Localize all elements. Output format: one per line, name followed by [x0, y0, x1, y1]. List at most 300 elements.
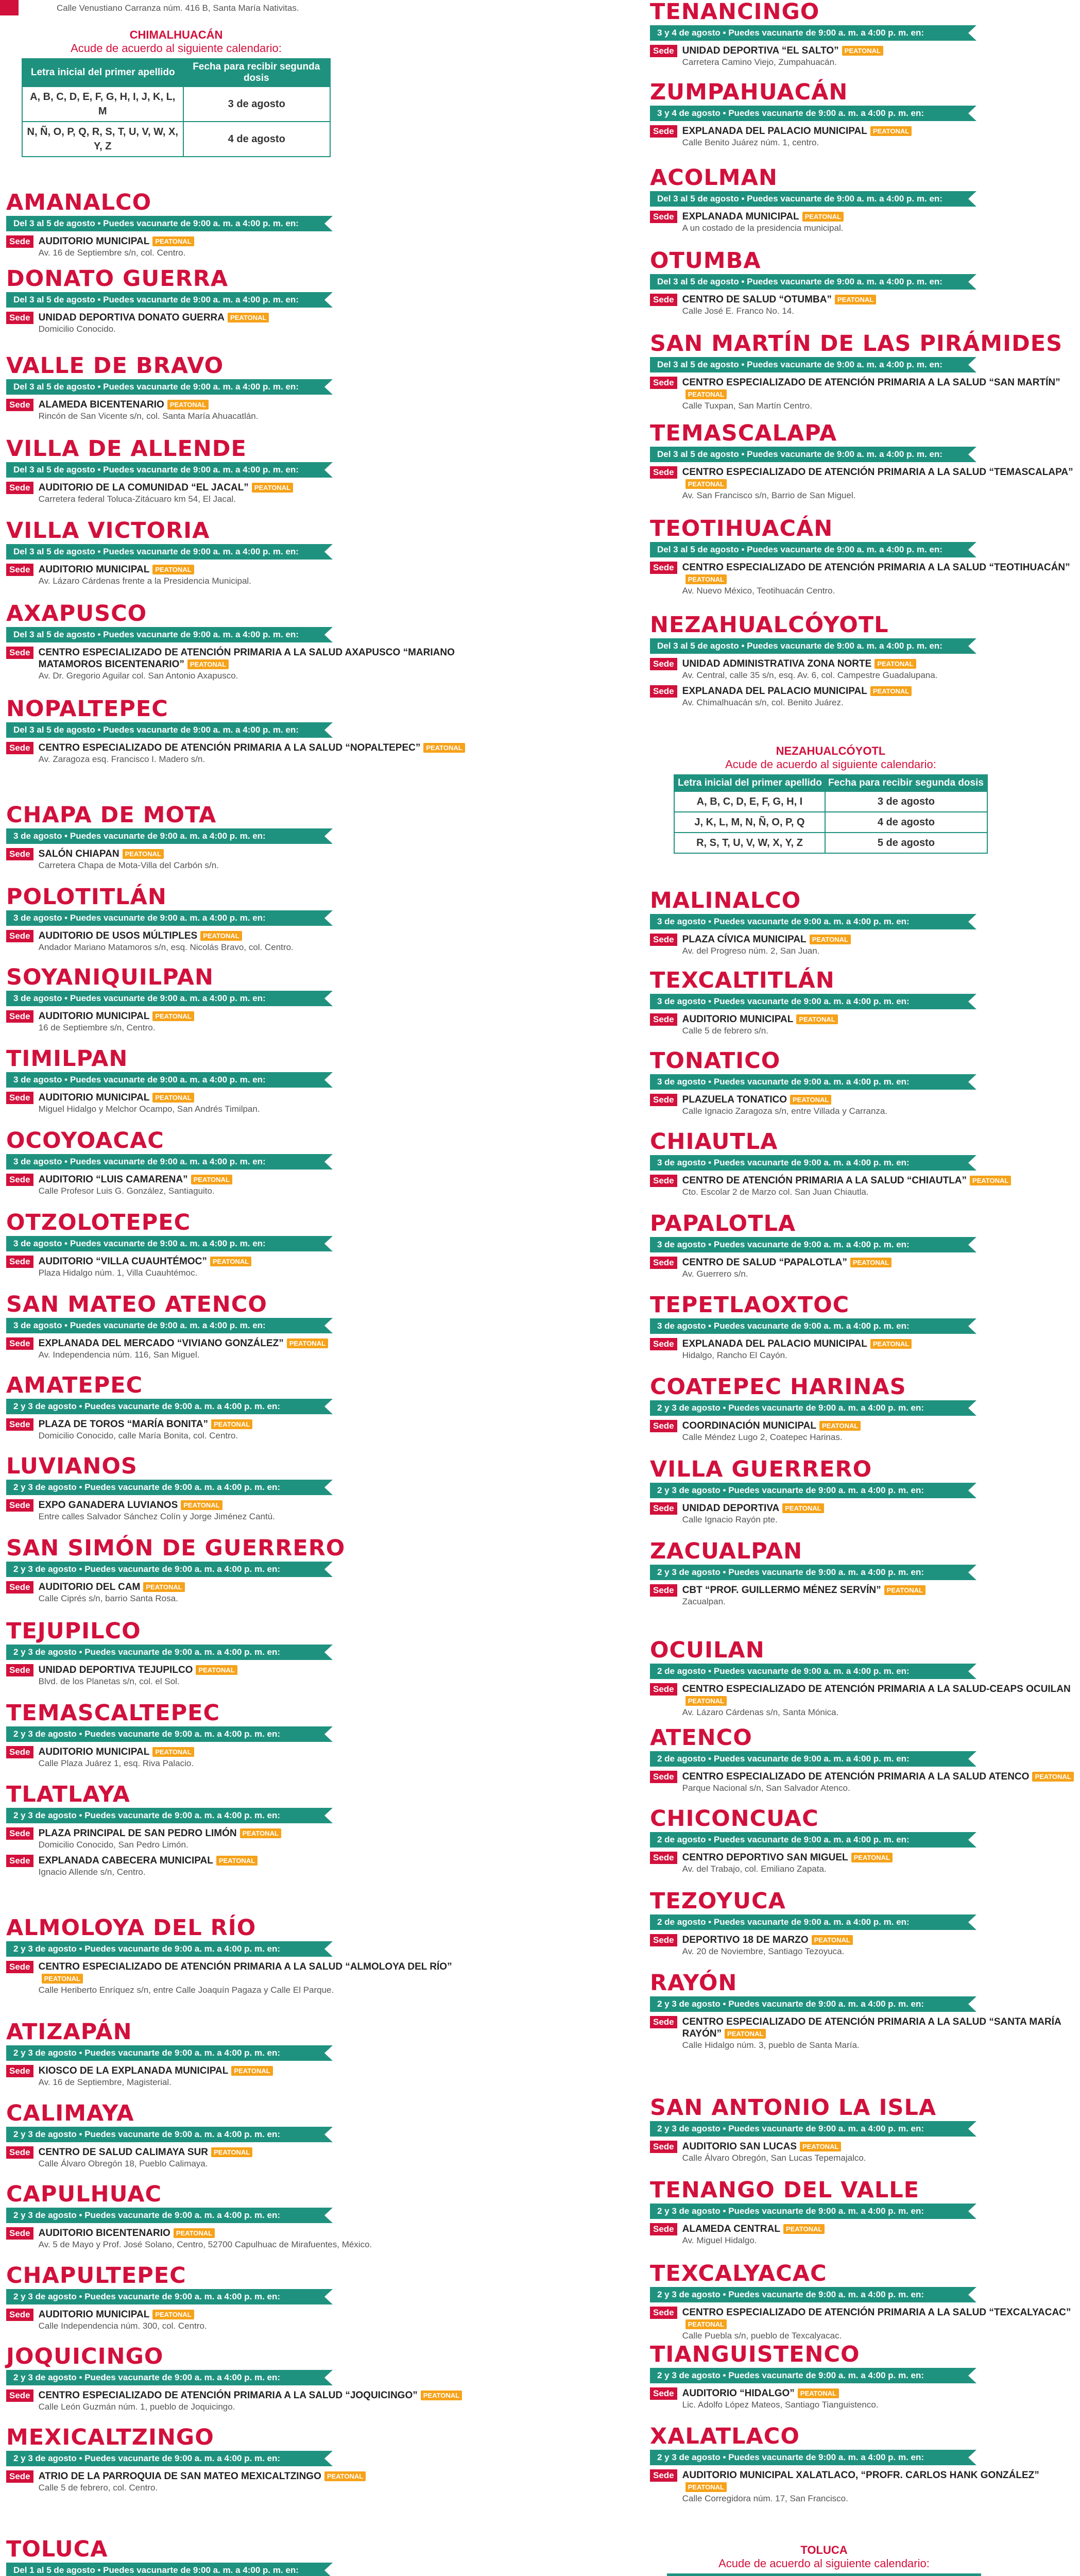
- venue: [39, 2470, 470, 2482]
- municipality-block-malinalco: [650, 889, 1077, 957]
- municipality-block-papalotla: [650, 1212, 1077, 1280]
- venue-name: UNIDAD ADMINISTRATIVA ZONA NORTE: [682, 658, 872, 669]
- sede-label: Sede: [650, 1175, 677, 1187]
- venue-name: AUDITORIO MUNICIPAL: [38, 564, 150, 575]
- sede-row: [650, 562, 1077, 597]
- venue: [39, 1174, 470, 1185]
- sede-label: Sede: [650, 1013, 677, 1026]
- venue: [682, 658, 1077, 670]
- municipality-name: TEXCALTITLÁN: [650, 968, 835, 993]
- sede-body: [39, 1092, 470, 1115]
- sede-label: Sede: [650, 1420, 677, 1432]
- peatonal-badge: PEATONAL: [152, 1093, 194, 1103]
- sede-row: [650, 2016, 1077, 2051]
- peatonal-badge: PEATONAL: [231, 2066, 272, 2076]
- calendar-header: Letra inicial del primer apellido: [674, 775, 825, 791]
- venue-address: Av. Lázaro Cárdenas s/n, Santa Mónica.: [682, 1707, 839, 1717]
- municipality-block-luvianos: [6, 1454, 470, 1522]
- peatonal-badge: PEATONAL: [143, 1582, 184, 1592]
- peatonal-badge: PEATONAL: [123, 849, 164, 859]
- municipality-block-tenancingo: [650, 0, 1077, 68]
- sede-row: [650, 1584, 1077, 1607]
- schedule-bar: 2 y 3 de agosto • Puedes vacunarte de 9:00 a. m. a 4:00 p. m. en:: [650, 2121, 976, 2137]
- municipality-name: RAYÓN: [650, 1970, 738, 1996]
- municipality-block-ocuilan: [650, 1638, 1077, 1718]
- municipality-name: AMATEPEC: [6, 1372, 143, 1398]
- municipality-block-chapultepec: [6, 2264, 470, 2332]
- peatonal-badge: PEATONAL: [211, 1419, 252, 1429]
- peatonal-badge: PEATONAL: [725, 2029, 766, 2039]
- municipality-block-zumpahuacan: [650, 80, 1077, 148]
- venue-address: Hidalgo, Rancho El Cayón.: [682, 1350, 787, 1360]
- venue-address: Av. 16 de Septiembre, Magisterial.: [38, 2077, 172, 2087]
- venue-name: EXPLANADA CABECERA MUNICIPAL: [38, 1855, 213, 1866]
- municipality-name: SAN ANTONIO LA ISLA: [650, 2095, 937, 2121]
- municipality-name: OTUMBA: [650, 248, 761, 274]
- sede-label: Sede: [650, 1683, 677, 1696]
- schedule-bar: 2 y 3 de agosto • Puedes vacunarte de 9:00 a. m. a 4:00 p. m. en:: [6, 1480, 333, 1495]
- venue: [682, 1175, 1077, 1187]
- municipality-name: AMANALCO: [6, 190, 152, 215]
- sede-label: Sede: [6, 1418, 33, 1431]
- peatonal-badge: PEATONAL: [216, 1856, 258, 1866]
- venue: [682, 2223, 1077, 2235]
- sede-row: [6, 742, 470, 765]
- sede-label: Sede: [6, 1092, 33, 1104]
- sede-body: [682, 2223, 1077, 2246]
- venue-address: Ignacio Allende s/n, Centro.: [38, 1867, 146, 1877]
- sede-row: [650, 2141, 1077, 2164]
- schedule-bar: 2 y 3 de agosto • Puedes vacunarte de 9:00 a. m. a 4:00 p. m. en:: [6, 1645, 333, 1660]
- sede-label: Sede: [650, 1257, 677, 1269]
- schedule-bar: 3 de agosto • Puedes vacunarte de 9:00 a. m. a 4:00 p. m. en:: [6, 1154, 333, 1170]
- venue-address: Calle 5 de febrero s/n.: [682, 1026, 768, 1036]
- schedule-bar: Del 3 al 5 de agosto • Puedes vacunarte de 9:00 a. m. a 4:00 p. m. en:: [6, 292, 333, 308]
- schedule-bar: Del 3 al 5 de agosto • Puedes vacunarte de 9:00 a. m. a 4:00 p. m. en:: [650, 638, 976, 654]
- sede-body: [39, 647, 470, 682]
- date-cell: 3 de agosto: [183, 87, 331, 122]
- venue-name: KIOSCO DE LA EXPLANADA MUNICIPAL: [38, 2065, 229, 2076]
- municipality-block-san-mateo-atenco: [6, 1293, 470, 1361]
- venue-address: Av. Guerrero s/n.: [682, 1269, 748, 1279]
- municipality-block-tenango-del-valle: [650, 2178, 1077, 2246]
- venue-address: Parque Nacional s/n, San Salvador Atenco.: [682, 1783, 850, 1793]
- venue-address: Lic. Adolfo López Mateos, Santiago Tianguistenco.: [682, 2400, 879, 2410]
- schedule-bar: 3 de agosto • Puedes vacunarte de 9:00 a. m. a 4:00 p. m. en:: [6, 910, 333, 926]
- municipality-block-zacualpan: [650, 1539, 1077, 1607]
- venue-address: Av. Chimalhuacán s/n, col. Benito Juárez.: [682, 698, 844, 707]
- venue-address: Av. San Francisco s/n, Barrio de San Miguel.: [682, 490, 856, 500]
- peatonal-badge: PEATONAL: [200, 931, 242, 941]
- venue-address: A un costado de la presidencia municipal.: [682, 223, 844, 233]
- sede-label: Sede: [650, 1934, 677, 1946]
- venue-address: Cto. Escolar 2 de Marzo col. San Juan Chiautla.: [682, 1187, 869, 1197]
- municipality-name: OTZOLOTEPEC: [6, 1210, 191, 1235]
- sede-label: Sede: [650, 2223, 677, 2235]
- venue: [39, 647, 470, 670]
- sede-row: [6, 2227, 470, 2250]
- venue-address: Calle Álvaro Obregón 18, Pueblo Calimaya.: [38, 2159, 208, 2168]
- municipality-block-villa-victoria: [6, 519, 470, 587]
- sede-label: Sede: [650, 125, 677, 138]
- municipality-name: CHAPULTEPEC: [6, 2263, 186, 2289]
- sede-body: [39, 2309, 470, 2332]
- venue-address: Calle Plaza Juárez 1, esq. Riva Palacio.: [38, 1758, 194, 1768]
- venue-name: AUDITORIO MUNICIPAL: [38, 2309, 150, 2320]
- sede-row: [650, 2223, 1077, 2246]
- calendar-header: [818, 2574, 981, 2576]
- calendar-toluca: [667, 2544, 981, 2576]
- venue-name: CENTRO ESPECIALIZADO DE ATENCIÓN PRIMARIA A LA SALUD “NOPALTEPEC”: [38, 742, 421, 753]
- schedule-bar: 2 y 3 de agosto • Puedes vacunarte de 9:00 a. m. a 4:00 p. m. en:: [6, 1941, 333, 1957]
- sede-body: [682, 1934, 1077, 1957]
- sede-label: Sede: [650, 211, 677, 223]
- peatonal-badge: PEATONAL: [819, 1421, 861, 1431]
- sede-label: Sede: [6, 1010, 33, 1023]
- municipality-block-rayon: [650, 1971, 1077, 2051]
- peatonal-badge: PEATONAL: [685, 2482, 727, 2492]
- sede-body: [39, 1256, 470, 1279]
- peatonal-badge: PEATONAL: [174, 2228, 215, 2238]
- municipality-name: CHAPA DE MOTA: [6, 802, 217, 828]
- peatonal-badge: PEATONAL: [851, 1853, 893, 1862]
- venue: [39, 2309, 470, 2320]
- venue-name: AUDITORIO “VILLA CUAUHTÉMOC”: [38, 1256, 207, 1267]
- venue-address: Calle Profesor Luis G. González, Santiaguito.: [38, 1186, 215, 1196]
- peatonal-badge: PEATONAL: [210, 1257, 251, 1266]
- venue-address: Calle Puebla s/n, pueblo de Texcalyacac.: [682, 2331, 842, 2341]
- venue-name: DEPORTIVO 18 DE MARZO: [682, 1935, 809, 1945]
- venue: [39, 848, 470, 860]
- sede-label: Sede: [6, 848, 33, 860]
- municipality-name: ACOLMAN: [650, 165, 778, 191]
- schedule-bar: 2 de agosto • Puedes vacunarte de 9:00 a. m. a 4:00 p. m. en:: [650, 1914, 976, 1930]
- municipality-block-tejupilco: [6, 1619, 470, 1687]
- peatonal-badge: PEATONAL: [790, 1095, 831, 1105]
- peatonal-badge: PEATONAL: [810, 935, 851, 944]
- calendar-row: [674, 791, 987, 812]
- venue-address: Calle Tuxpan, San Martín Centro.: [682, 401, 812, 411]
- sede-body: [682, 466, 1077, 501]
- letters-cell: R, S, T, U, V, W, X, Y, Z: [674, 833, 825, 853]
- sede-body: [39, 1961, 470, 1996]
- venue-address: Av. 16 de Septiembre s/n, col. Centro.: [38, 248, 186, 258]
- schedule-bar: 2 y 3 de agosto • Puedes vacunarte de 9:00 a. m. a 4:00 p. m. en:: [6, 2289, 333, 2304]
- sede-row: [6, 1961, 470, 1996]
- schedule-bar: 2 de agosto • Puedes vacunarte de 9:00 a. m. a 4:00 p. m. en:: [650, 1832, 976, 1848]
- sede-row: [6, 1827, 470, 1851]
- sede-label: Sede: [6, 1174, 33, 1186]
- peatonal-badge: PEATONAL: [152, 1011, 194, 1021]
- municipality-name: VILLA GUERRERO: [650, 1456, 872, 1482]
- venue: [682, 1420, 1077, 1432]
- sede-label: Sede: [6, 1581, 33, 1594]
- sede-label: Sede: [6, 2389, 33, 2402]
- venue: [682, 1502, 1077, 1514]
- venue-address: Calle Méndez Lugo 2, Coatepec Harinas.: [682, 1432, 843, 1442]
- peatonal-badge: PEATONAL: [812, 1935, 853, 1945]
- venue: [682, 2016, 1077, 2040]
- venue-name: UNIDAD DEPORTIVA DONATO GUERRA: [38, 312, 225, 323]
- venue: [39, 1499, 470, 1511]
- schedule-bar: 2 y 3 de agosto • Puedes vacunarte de 9:00 a. m. a 4:00 p. m. en:: [6, 1808, 333, 1823]
- venue: [682, 1771, 1077, 1783]
- peatonal-badge: PEATONAL: [167, 400, 209, 410]
- venue-name: AUDITORIO MUNICIPAL: [38, 1747, 150, 1757]
- venue: [682, 1584, 1077, 1596]
- venue-address: Av. Independencia núm. 116, San Miguel.: [38, 1350, 200, 1360]
- venue-address: Blvd. de los Planetas s/n, col. el Sol.: [38, 1676, 180, 1686]
- calendar-row: [674, 833, 987, 853]
- sede-body: [682, 685, 1077, 708]
- peatonal-badge: PEATONAL: [782, 1503, 824, 1513]
- sede-body: [39, 1827, 470, 1851]
- venue: [39, 1092, 470, 1104]
- venue-address: Domicilio Conocido, San Pedro Limón.: [38, 1840, 188, 1850]
- venue-name: AUDITORIO BICENTENARIO: [38, 2228, 170, 2239]
- sede-label: Sede: [6, 1337, 33, 1350]
- venue-name: AUDITORIO MUNICIPAL XALATLACO, “PROFR. CARLOS HANK GONZÁLEZ”: [682, 2470, 1039, 2481]
- municipality-block-tezoyuca: [650, 1889, 1077, 1957]
- sede-row: [6, 1256, 470, 1279]
- municipality-block-amatepec: [6, 1374, 470, 1442]
- venue-name: EXPLANADA DEL PALACIO MUNICIPAL: [682, 126, 867, 137]
- municipality-block-tlatlaya: [6, 1783, 470, 1878]
- venue-name: PLAZA CÍVICA MUNICIPAL: [682, 934, 807, 945]
- venue: [682, 1852, 1077, 1863]
- sede-label: Sede: [650, 562, 677, 574]
- calendar-chimalhuacan: [22, 28, 331, 157]
- venue-address: Calle 5 de febrero, col. Centro.: [38, 2483, 158, 2493]
- venue: [682, 294, 1077, 306]
- sede-label: Sede: [650, 466, 677, 479]
- municipality-name: AXAPUSCO: [6, 601, 147, 626]
- venue: [682, 125, 1077, 137]
- venue-name: COORDINACIÓN MUNICIPAL: [682, 1420, 816, 1431]
- venue-name: CENTRO ESPECIALIZADO DE ATENCIÓN PRIMARIA A LA SALUD AXAPUSCO “MARIANO MATAMOROS BICENTENARIO”: [38, 647, 455, 670]
- sede-row: [650, 685, 1077, 708]
- municipality-name: CALIMAYA: [6, 2100, 134, 2126]
- sede-body: [39, 482, 470, 505]
- peatonal-badge: PEATONAL: [191, 1175, 232, 1184]
- venue-name: CENTRO ESPECIALIZADO DE ATENCIÓN PRIMARIA A LA SALUD “TEXCALYACAC”: [682, 2307, 1071, 2318]
- municipality-name: SAN SIMÓN DE GUERRERO: [6, 1535, 346, 1561]
- sede-label: Sede: [650, 2016, 677, 2028]
- peatonal-badge: PEATONAL: [835, 295, 876, 304]
- venue-address: Carretera Chapa de Mota-Villa del Carbón s/n.: [38, 860, 219, 870]
- sede-body: [39, 2389, 470, 2413]
- sede-row: [6, 930, 470, 953]
- sede-row: [6, 1855, 470, 1878]
- sede-body: [39, 2065, 470, 2088]
- venue-address: Calle Hidalgo núm. 3, pueblo de Santa María.: [682, 2040, 860, 2050]
- venue-name: ATRIO DE LA PARROQUIA DE SAN MATEO MEXICALTZINGO: [38, 2471, 321, 2482]
- sede-label: Sede: [6, 1664, 33, 1676]
- municipality-block-villa-de-allende: [6, 437, 470, 505]
- sede-row: [650, 125, 1077, 148]
- municipality-block-texcaltitlan: [650, 969, 1077, 1037]
- letters-cell: A, B, C, D, E, F, G, H, I: [674, 791, 825, 812]
- venue: [682, 1257, 1077, 1268]
- municipality-block-xalatlaco: [650, 2425, 1077, 2504]
- venue-name: PLAZA DE TOROS “MARÍA BONITA”: [38, 1419, 208, 1430]
- peatonal-badge: PEATONAL: [211, 2147, 252, 2157]
- venue-name: CENTRO ESPECIALIZADO DE ATENCIÓN PRIMARIA A LA SALUD “TEMASCALAPA”: [682, 467, 1073, 478]
- sede-body: [39, 1010, 470, 1033]
- venue-name: EXPLANADA DEL PALACIO MUNICIPAL: [682, 686, 867, 697]
- venue-name: AUDITORIO “HIDALGO”: [682, 2388, 795, 2399]
- venue-address: Calle Álvaro Obregón, San Lucas Tepemajalco.: [682, 2153, 866, 2163]
- venue-name: CENTRO ESPECIALIZADO DE ATENCIÓN PRIMARIA A LA SALUD “JOQUICINGO”: [38, 2390, 418, 2401]
- peatonal-badge: PEATONAL: [42, 1974, 83, 1984]
- venue: [39, 1961, 470, 1985]
- calendar-table: [667, 2573, 981, 2576]
- sede-body: [39, 399, 470, 422]
- sede-label: Sede: [650, 294, 677, 306]
- schedule-bar: 2 y 3 de agosto • Puedes vacunarte de 9:00 a. m. a 4:00 p. m. en:: [6, 1726, 333, 1742]
- venue-address: Calle Ciprés s/n, barrio Santa Rosa.: [38, 1594, 178, 1603]
- peatonal-badge: PEATONAL: [802, 212, 844, 222]
- sede-body: [682, 294, 1077, 317]
- sede-row: [6, 2470, 470, 2494]
- municipality-block-nopaltepec: [6, 697, 470, 765]
- date-cell: 4 de agosto: [825, 812, 987, 833]
- venue: [39, 2065, 470, 2077]
- venue: [39, 312, 470, 324]
- venue-address: Av. Nuevo México, Teotihuacán Centro.: [682, 586, 835, 596]
- schedule-bar: 3 de agosto • Puedes vacunarte de 9:00 a. m. a 4:00 p. m. en:: [650, 1074, 976, 1090]
- sede-label: Sede: [6, 2227, 33, 2240]
- venue-address: Calle Benito Juárez núm. 1, centro.: [682, 138, 819, 147]
- municipality-block-almoloya-del-rio: [6, 1916, 470, 1996]
- calendar-table: [22, 58, 331, 157]
- schedule-bar: 2 y 3 de agosto • Puedes vacunarte de 9:00 a. m. a 4:00 p. m. en:: [6, 2045, 333, 2061]
- venue: [39, 1746, 470, 1758]
- municipality-block-atenco: [650, 1726, 1077, 1794]
- peatonal-badge: PEATONAL: [870, 1339, 912, 1349]
- sede-body: [682, 211, 1077, 234]
- municipality-name: TEXCALYACAC: [650, 2261, 827, 2286]
- venue-name: UNIDAD DEPORTIVA TEJUPILCO: [38, 1665, 193, 1675]
- schedule-bar: 3 de agosto • Puedes vacunarte de 9:00 a. m. a 4:00 p. m. en:: [650, 1318, 976, 1334]
- municipality-block-tonatico: [650, 1049, 1077, 1117]
- venue-address: Av. Lázaro Cárdenas frente a la Presidencia Municipal.: [38, 576, 251, 586]
- schedule-bar: 2 y 3 de agosto • Puedes vacunarte de 9:00 a. m. a 4:00 p. m. en:: [650, 2287, 976, 2302]
- calendar-nezahualcoyotl: [674, 744, 988, 854]
- peatonal-badge: PEATONAL: [324, 2471, 366, 2481]
- schedule-bar: 2 y 3 de agosto • Puedes vacunarte de 9:00 a. m. a 4:00 p. m. en:: [650, 2450, 976, 2465]
- municipality-block-atizapan: [6, 2020, 470, 2088]
- municipality-block-ocoyoacac: [6, 1129, 470, 1197]
- sede-row: [6, 848, 470, 871]
- venue-address: Carretera Camino Viejo, Zumpahuacán.: [682, 57, 837, 67]
- sede-body: [682, 125, 1077, 148]
- municipality-block-timilpan: [6, 1047, 470, 1115]
- municipality-name: TONATICO: [650, 1048, 781, 1074]
- schedule-bar: 2 y 3 de agosto • Puedes vacunarte de 9:00 a. m. a 4:00 p. m. en:: [6, 1562, 333, 1577]
- peatonal-badge: PEATONAL: [152, 236, 194, 246]
- venue-name: CENTRO ESPECIALIZADO DE ATENCIÓN PRIMARIA A LA SALUD “ALMOLOYA DEL RÍO”: [38, 1961, 452, 1972]
- municipality-block-coatepec-harinas: [650, 1375, 1077, 1443]
- sede-body: [682, 934, 1077, 957]
- sede-row: [6, 312, 470, 335]
- calendar-header: Fecha para recibir segunda dosis: [183, 59, 331, 87]
- sede-body: [682, 1852, 1077, 1875]
- peatonal-badge: PEATONAL: [783, 2224, 825, 2234]
- sede-body: [39, 742, 470, 765]
- venue: [39, 1010, 470, 1022]
- municipality-block-chapa-de-mota: [6, 803, 470, 871]
- schedule-bar: Del 3 al 5 de agosto • Puedes vacunarte de 9:00 a. m. a 4:00 p. m. en:: [650, 191, 976, 207]
- venue-address: Calle Ignacio Zaragoza s/n, entre Villada y Carranza.: [682, 1106, 888, 1116]
- sede-row: [6, 2146, 470, 2170]
- schedule-bar: 3 de agosto • Puedes vacunarte de 9:00 a. m. a 4:00 p. m. en:: [6, 1236, 333, 1251]
- venue-name: CENTRO ESPECIALIZADO DE ATENCIÓN PRIMARIA A LA SALUD “SAN MARTÍN”: [682, 377, 1060, 388]
- venue: [39, 1256, 470, 1267]
- venue-address: Calle Independencia núm. 300, col. Centro.: [38, 2321, 207, 2331]
- calendar-subtitle: Acude de acuerdo al siguiente calendario:: [725, 758, 936, 771]
- calendar-row: [22, 87, 330, 122]
- sede-body: [682, 1094, 1077, 1117]
- calendar-subtitle: Acude de acuerdo al siguiente calendario:: [718, 2557, 930, 2570]
- sede-row: [650, 1771, 1077, 1794]
- venue-address: Zacualpan.: [682, 1597, 726, 1606]
- municipality-name: TEJUPILCO: [6, 1618, 141, 1644]
- sede-label: Sede: [650, 1852, 677, 1864]
- schedule-bar: 2 y 3 de agosto • Puedes vacunarte de 9:00 a. m. a 4:00 p. m. en:: [650, 2368, 976, 2383]
- sede-row: [650, 1420, 1077, 1443]
- venue: [39, 235, 470, 247]
- venue-name: PLAZA PRINCIPAL DE SAN PEDRO LIMÓN: [38, 1828, 237, 1839]
- municipality-name: POLOTITLÁN: [6, 884, 167, 910]
- municipality-name: SOYANIQUILPAN: [6, 964, 214, 990]
- municipality-name: NOPALTEPEC: [6, 696, 168, 722]
- peatonal-badge: PEATONAL: [685, 574, 727, 584]
- sede-label: Sede: [6, 1961, 33, 1973]
- municipality-block-otzolotepec: [6, 1211, 470, 1279]
- venue-name: AUDITORIO DEL CAM: [38, 1582, 141, 1592]
- schedule-bar: 3 de agosto • Puedes vacunarte de 9:00 a. m. a 4:00 p. m. en:: [6, 828, 333, 844]
- sede-label: Sede: [650, 2387, 677, 2400]
- sede-body: [39, 1664, 470, 1687]
- sede-row: [6, 399, 470, 422]
- sede-row: [650, 1502, 1077, 1526]
- venue: [682, 1934, 1077, 1946]
- sede-body: [682, 1771, 1077, 1794]
- venue: [39, 1581, 470, 1593]
- sede-body: [682, 45, 1077, 68]
- sede-row: [650, 1852, 1077, 1875]
- schedule-bar: 3 de agosto • Puedes vacunarte de 9:00 a. m. a 4:00 p. m. en:: [650, 1155, 976, 1171]
- sede-row: [6, 2389, 470, 2413]
- sede-label: Sede: [650, 377, 677, 389]
- date-cell: 5 de agosto: [825, 833, 987, 853]
- schedule-bar: 3 y 4 de agosto • Puedes vacunarte de 9:00 a. m. a 4:00 p. m. en:: [650, 106, 976, 121]
- sede-row: [6, 1499, 470, 1522]
- sede-row: [650, 1094, 1077, 1117]
- sede-row: [650, 466, 1077, 501]
- venue-address: Plaza Hidalgo núm. 1, Villa Cuauhtémoc.: [38, 1268, 198, 1278]
- municipality-name: OCOYOACAC: [6, 1128, 164, 1154]
- sede-label: Sede: [6, 1746, 33, 1758]
- peatonal-badge: PEATONAL: [228, 313, 269, 323]
- sede-label: Sede: [650, 934, 677, 946]
- venue-address: Av. 5 de Mayo y Prof. José Solano, Centro, 52700 Capulhuac de Mirafuentes, México.: [38, 2240, 372, 2249]
- schedule-bar: 3 de agosto • Puedes vacunarte de 9:00 a. m. a 4:00 p. m. en:: [6, 991, 333, 1006]
- venue-name: CENTRO ESPECIALIZADO DE ATENCIÓN PRIMARIA A LA SALUD “SANTA MARÍA RAYÓN”: [682, 2016, 1061, 2039]
- schedule-bar: 2 y 3 de agosto • Puedes vacunarte de 9:00 a. m. a 4:00 p. m. en:: [650, 1565, 976, 1580]
- sede-label: Sede: [6, 1499, 33, 1512]
